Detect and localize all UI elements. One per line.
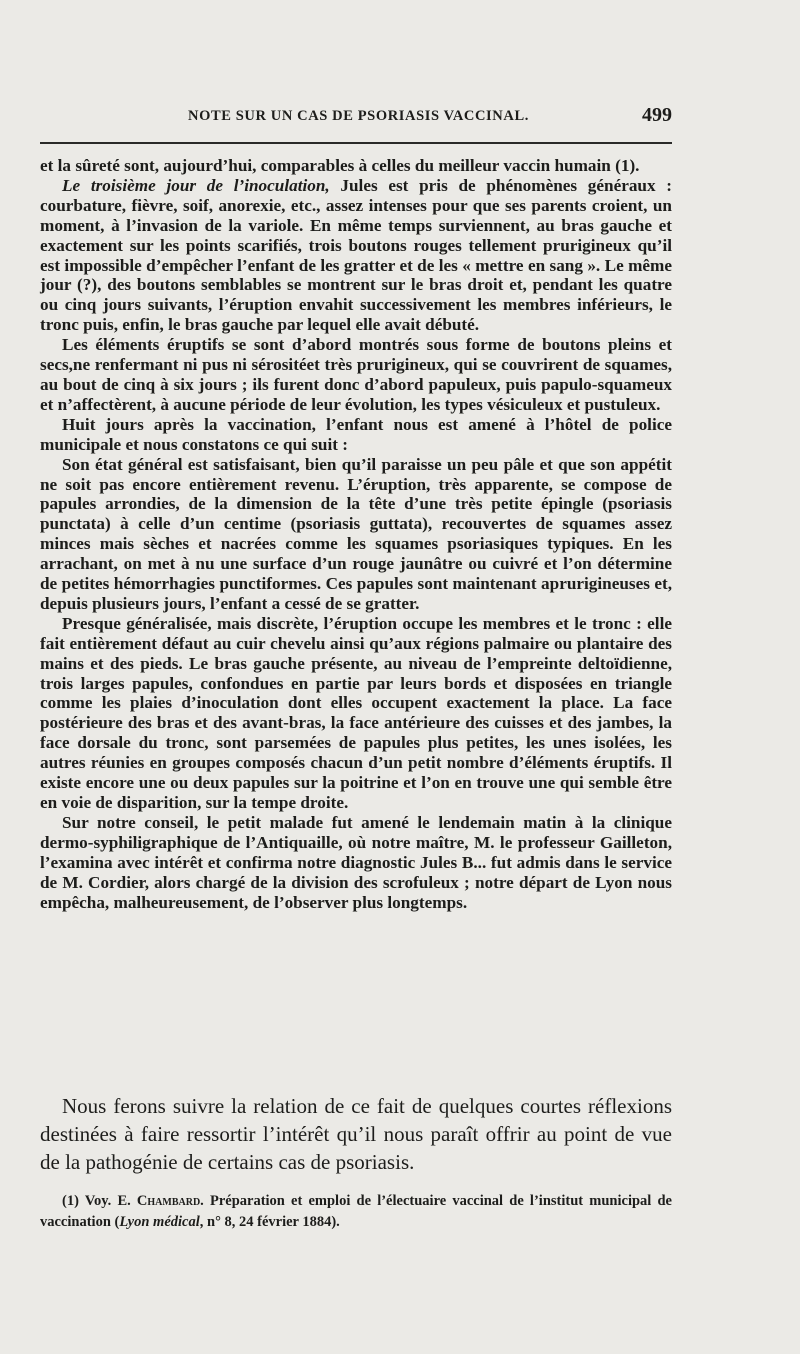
running-title: NOTE SUR UN CAS DE PSORIASIS VACCINAL. [188, 108, 529, 124]
footnote-marker: (1) Voy. E. [62, 1193, 137, 1209]
paragraph-2-lead: Le troisième jour de l’inoculation, [62, 175, 330, 195]
closing-paragraph: Nous ferons suivre la relation de ce fait de quelques courtes réflexions destinées à faire ressortir l’intérêt qu’il nous paraît offrir au point de vue de la pathogénie de certains cas de psoriasis. [40, 1094, 672, 1174]
paragraph-6: Presque généralisée, mais discrète, l’éruption occupe les membres et le tronc : elle fait entièrement défaut au cuir chevelu ainsi qu’aux régions palmaire ou plantaire des mains et des pieds. Le bras gauche présente, au niveau de l’empreinte deltoïdienne, trois larges papules, confondues en partie par leurs bords et disposées en triangle comme les plaies d’inoculation dont elles occupent exactement la place. La face postérieure des bras et des avant-bras, la face antérieure des cuisses et des jambes, la face dorsale du tronc, sont parsemées de papules plus petites, les unes isolées, les autres réunies en groupes composés chacun d’un petit nombre d’éléments éruptifs. Il existe encore une ou deux papules sur la poitrine et l’on en trouve une qui semble être en voie de disparition, sur la tempe droite. [40, 613, 672, 812]
paragraph-4: Huit jours après la vaccination, l’enfant nous est amené à l’hôtel de police municipale et nous constatons ce qui suit : [40, 414, 672, 454]
footnote [40, 1191, 672, 1233]
paragraph-5: Son état général est satisfaisant, bien qu’il paraisse un peu pâle et que son appétit ne soit pas encore entièrement revenu. L’éruption, très apparente, se compose de papules arrondies, de la dimension de la tête d’une très petite épingle (psoriasis punctata) à celle d’un centime (psoriasis guttata), recouvertes de squames assez minces mais sèches et nacrées comme les squames psoriasiques typiques. En les arrachant, on met à nu une surface d’un rouge jaunâtre ou cuivré et l’on détermine de petites hémorrhagies punctiformes. Ces papules sont maintenant aprurigineuses et, depuis plusieurs jours, l’enfant a cessé de se gratter. [40, 454, 672, 613]
paragraph-1: et la sûreté sont, aujourd’hui, comparables à celles du meilleur vaccin humain (1). [40, 156, 640, 175]
footnote-author: Chambard [136, 1193, 201, 1209]
footnote-tail: , n° 8, 24 février 1884). [199, 1214, 340, 1230]
page-number: 499 [642, 104, 672, 126]
paragraph-2 [40, 176, 672, 335]
page-header [40, 106, 672, 136]
paragraph-7: Sur notre conseil, le petit malade fut amené le lendemain matin à la clinique dermo-syphiligraphique de l’Antiquaille, où notre maître, M. le professeur Gailleton, l’examina avec intérêt et confirma notre diagnostic Jules B... fut admis dans le service de M. Cordier, alors chargé de la division des scrofuleux ; notre départ de Lyon nous empêcha, malheureusement, de l’observer plus longtemps. [40, 812, 672, 912]
paragraph-2-rest: Jules est pris de phénomènes généraux : courbature, fièvre, soif, anorexie, etc., assez intenses pour que ses parents croient, un moment, à l’invasion de la variole. En même temps surviennent, au bras gauche et exactement sur les points scarifiés, trois boutons rouges tellement prurigineux qu’il est impossible d’empêcher l’enfant de les gratter et de les « mettre en sang ». Le même jour (?), des boutons semblables se montrent sur le bras droit et, pendant les quatre ou cinq jours suivants, l’éruption envahit successivement les membres inférieurs, le tronc puis, enfin, le bras gauche par lequel elle avait débuté. [40, 175, 672, 335]
paragraph-3: Les éléments éruptifs se sont d’abord montrés sous forme de boutons pleins et secs,ne renfermant ni pus ni sérositéet très prurigineux, qui se couvrirent de squames, au bout de cinq à six jours ; ils furent donc d’abord papuleux, puis papulo-squameux et n’affectèrent, à aucune période de leur évolution, les types vésiculeux et pustuleux. [40, 335, 672, 414]
header-rule [40, 142, 672, 144]
footnote-text: . Préparation et emploi de l’électuaire vaccinal de l’institut municipal de vaccination ( [40, 1193, 672, 1230]
footnote-journal: Lyon médical [119, 1214, 200, 1230]
body-text [40, 156, 672, 912]
